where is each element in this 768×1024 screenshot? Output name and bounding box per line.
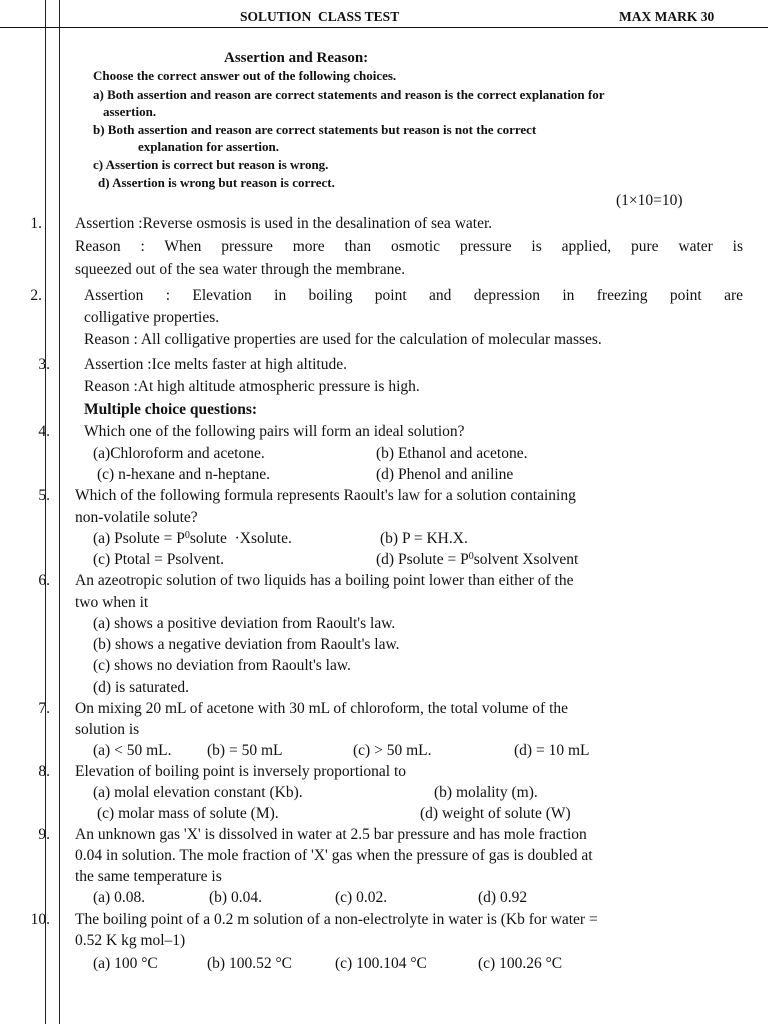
q8-number: 8. [38,763,50,780]
q4-option-c: (c) n-hexane and n-heptane. [97,466,270,483]
q5-a-pre: (a) Psolute = P [93,530,185,547]
q9-option-a: (a) 0.08. [93,889,146,906]
q9-number: 9. [38,826,50,843]
max-mark: MAX MARK 30 [619,9,715,24]
q5-a-post: solute ·Xsolute. [189,530,292,547]
choice-c: c) Assertion is correct but reason is wrong. [93,157,329,172]
q5-d-sup: 0 [468,551,474,562]
q7-text-cont: solution is [75,721,140,738]
inner-margin-line [59,0,60,1024]
section-heading: Assertion and Reason: [224,50,369,66]
q9-text-cont: 0.04 in solution. The mole fraction of 'X' gas when the pressure of gas is doubled at [75,847,593,864]
q9-text-cont2: the same temperature is [75,868,222,885]
q8-option-a: (a) molal elevation constant (Kb). [93,784,303,801]
q5-text: Which of the following formula represents Raoult's law for a solution containing [75,487,576,504]
q10-text: The boiling point of a 0.2 m solution of a non-electrolyte in water is (Kb for water = [75,911,598,928]
q1-reason: Reason : When pressure more than osmotic pressure is applied, pure water is [75,238,743,255]
q6-number: 6. [38,572,50,589]
q4-option-b: (b) Ethanol and acetone. [376,445,528,462]
q7-number: 7. [38,700,50,717]
q9-text: An unknown gas 'X' is dissolved in water at 2.5 bar pressure and has mole fraction [75,826,587,843]
q7-option-b: (b) = 50 mL [207,742,283,759]
q10-option-b: (b) 100.52 °C [207,955,292,972]
q8-text: Elevation of boiling point is inversely proportional to [75,763,407,780]
q8-option-d: (d) weight of solute (W) [420,805,571,822]
q8-option-b: (b) molality (m). [434,784,538,801]
q10-option-d: (c) 100.26 °C [478,955,563,972]
q7-option-d: (d) = 10 mL [514,742,590,759]
q1-number: 1. [30,215,42,232]
q10-number: 10. [30,911,50,928]
q5-option-c: (c) Ptotal = Psolvent. [93,551,225,568]
q5-text-cont: non-volatile solute? [75,509,198,526]
choice-a-cont: assertion. [103,104,157,119]
choice-b: b) Both assertion and reason are correct statements but reason is not the correct [93,122,537,137]
q6-option-b: (b) shows a negative deviation from Raoult's law. [93,636,400,653]
q5-option-a [93,530,292,548]
left-margin-line [45,0,46,1024]
q6-text-cont: two when it [75,594,149,611]
q4-text: Which one of the following pairs will form an ideal solution? [84,423,465,440]
q8-option-c: (c) molar mass of solute (M). [97,805,279,822]
q6-option-c: (c) shows no deviation from Raoult's law. [93,657,351,674]
choice-a: a) Both assertion and reason are correct statements and reason is the correct explanation for [93,87,605,102]
q7-option-a: (a) < 50 mL. [93,742,172,759]
q9-option-d: (d) 0.92 [478,889,528,906]
q3-reason: Reason :At high altitude atmospheric pressure is high. [84,378,420,395]
q5-a-sup: 0 [184,530,190,541]
q1-assertion: Assertion :Reverse osmosis is used in the desalination of sea water. [75,215,493,232]
q2-assertion: Assertion : Elevation in boiling point and depression in freezing point are [84,287,743,304]
q6-option-a: (a) shows a positive deviation from Raoult's law. [93,615,396,632]
q2-number: 2. [30,287,42,304]
q9-option-c: (c) 0.02. [335,889,388,906]
q10-text-cont: 0.52 K kg mol–1) [75,932,186,949]
q9-option-b: (b) 0.04. [209,889,262,906]
marks-allocation: (1×10=10) [616,192,683,209]
q2-reason: Reason : All colligative properties are used for the calculation of molecular masses. [84,331,602,348]
q5-number: 5. [38,487,50,504]
q5-option-d [376,551,578,569]
q10-option-a: (a) 100 °C [93,955,158,972]
q4-option-d: (d) Phenol and aniline [376,466,514,483]
q7-text: On mixing 20 mL of acetone with 30 mL of chloroform, the total volume of the [75,700,569,717]
q4-option-a: (a)Chloroform and acetone. [93,445,265,462]
q6-text: An azeotropic solution of two liquids has a boiling point lower than either of the [75,572,574,589]
choice-d: d) Assertion is wrong but reason is correct. [98,175,335,190]
q5-option-b: (b) P = KH.X. [380,530,468,547]
page-header [0,9,768,28]
q5-d-pre: (d) Psolute = P [376,551,469,568]
mcq-heading: Multiple choice questions: [84,401,258,418]
q3-number: 3. [38,356,50,373]
test-title: SOLUTION CLASS TEST [240,9,400,24]
q6-option-d: (d) is saturated. [93,679,189,696]
q5-d-post: solvent Xsolvent [473,551,579,568]
q10-option-c: (c) 100.104 °C [335,955,427,972]
q1-reason-cont: squeezed out of the sea water through the membrane. [75,261,406,278]
q3-assertion: Assertion :Ice melts faster at high altitude. [84,356,347,373]
q4-number: 4. [38,423,50,440]
q7-option-c: (c) > 50 mL. [353,742,432,759]
q2-assertion-cont: colligative properties. [84,309,220,326]
instruction-text: Choose the correct answer out of the following choices. [93,68,397,83]
choice-b-cont: explanation for assertion. [138,139,279,154]
